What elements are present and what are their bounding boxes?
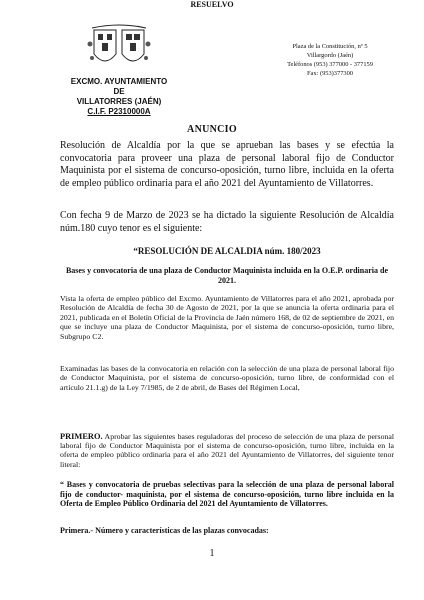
page-number: 1 xyxy=(209,548,215,559)
date-paragraph: Con fecha 9 de Marzo de 2023 se ha dictado la siguiente Resolución de Alcaldía núm.180 cuyo tenor es el siguiente: xyxy=(60,210,394,234)
address-town: Villargordo (Jaén) xyxy=(306,52,354,59)
document-heading: ANUNCIO xyxy=(187,124,237,135)
primero-label: PRIMERO. xyxy=(60,432,103,441)
resuelvo-heading: RESUELVO xyxy=(190,0,234,9)
address-street: Plaza de la Constitución, nº 5 xyxy=(292,43,368,50)
address-fax: Fax: (953)377300 xyxy=(307,70,353,77)
primero-paragraph xyxy=(60,432,394,469)
org-name-line1: EXCMO. AYUNTAMIENTO xyxy=(70,77,168,86)
org-name-line2: DE xyxy=(113,87,125,96)
address-phones: Teléfonos (953) 377000 - 377159 xyxy=(287,61,373,68)
address-block xyxy=(260,42,400,78)
coat-of-arms-logo xyxy=(86,24,152,72)
vista-paragraph: Vista la oferta de empleo público del Excmo. Ayuntamiento de Villatorres para el año 2021, aprobada por Resolución de Alcaldía de fecha 30 de Agosto de 2021, por la que se anuncia la oferta ordinaria para el 2021, publicada en el Boletín Oficial de la Provincia de Jaén número 168, de 02 de septiembre de 2021, en que se incluye una plaza de Conductor Maquinista, por el sistema de concurso-oposición, turno libre, Subgrupo C2. xyxy=(60,294,394,341)
primero-text: Aprobar las siguientes bases reguladoras del proceso de selección de una plaza de personal laboral fijo de Conductor Maquinista por el sistema de concurso-oposición, turno libre, incluida en la oferta de empleo público ordinaria para el año 2021 del Ayuntamiento de Villatorres, del siguiente tenor literal: xyxy=(60,432,394,469)
org-cif: C.I.F. P2310000A xyxy=(87,107,151,116)
intro-paragraph: Resolución de Alcaldía por la que se aprueban las bases y se efectúa la convocatoria para proveer una plaza de personal laboral fijo de Conductor Maquinista por el sistema de concurso-oposición, turno libre, incluida en la oferta de empleo público ordinaria para el año 2021 del Ayuntamiento de Villatorres. xyxy=(60,140,394,189)
organization-header xyxy=(62,77,176,117)
primera-heading: Primera.- Número y características de las plazas convocadas: xyxy=(60,526,269,535)
resolution-title: “RESOLUCIÓN DE ALCALDIA núm. 180/2023 xyxy=(133,246,321,256)
examinadas-paragraph: Examinadas las bases de la convocatoria en relación con la selección de una plaza de personal laboral fijo de Conductor Maquinista, por el sistema de concurso-oposición, turno libre, de conformidad con el artículo 21.1.g) de la Ley 7/1985, de 2 de abril, de Bases del Régimen Local, xyxy=(60,364,394,392)
bases-quote-paragraph: “ Bases y convocatoria de pruebas selectivas para la selección de una plaza de personal laboral fijo de conductor- maquinista, por el sistema de concurso-oposición, turno libre incluida en la Oferta de Empleo Público Ordinaria del 2021 del Ayuntamiento de Villatorres. xyxy=(60,480,394,509)
bases-title: Bases y convocatoria de una plaza de Conductor Maquinista incluida en la O.E.P. ordinaria de 2021. xyxy=(65,266,389,285)
org-name-line3: VILLATORRES (JAÉN) xyxy=(76,97,162,106)
